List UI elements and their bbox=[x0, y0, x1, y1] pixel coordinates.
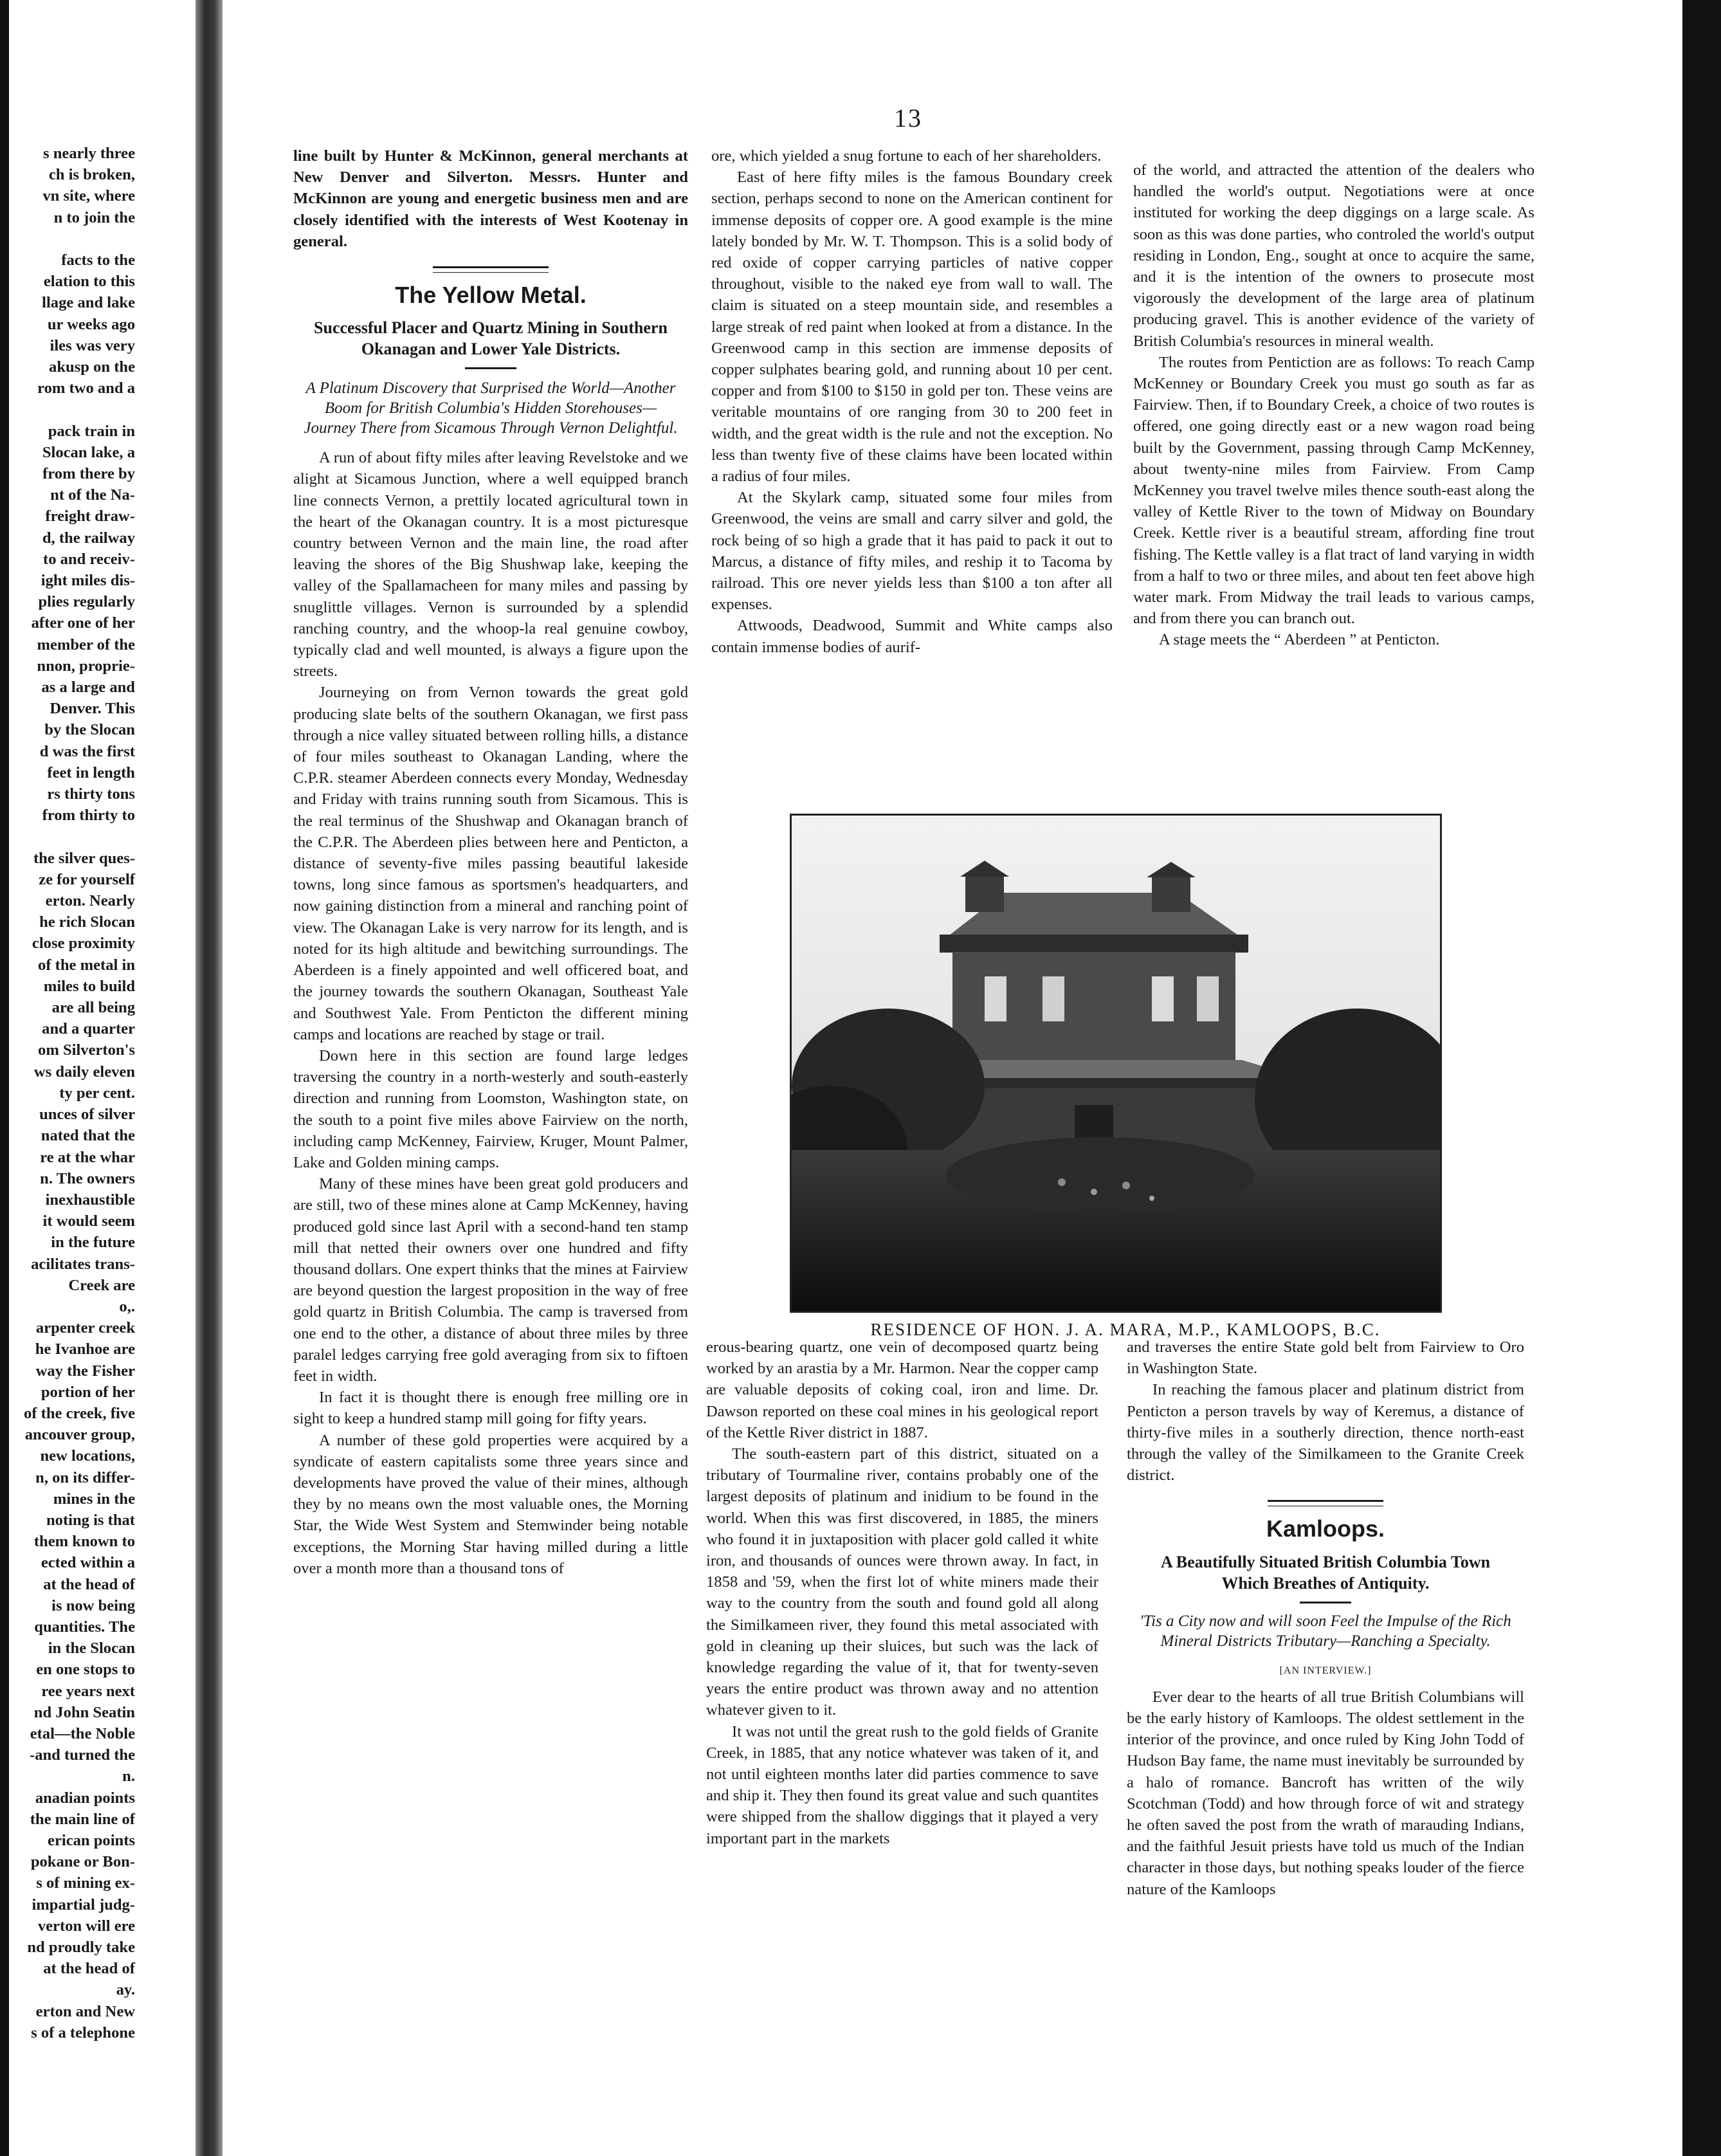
fragment-line: ch is broken, bbox=[48, 166, 135, 184]
headline-kamloops: Kamloops. bbox=[1266, 1515, 1385, 1542]
section-divider bbox=[1268, 1500, 1383, 1506]
fragment-line: he Ivanhoe are bbox=[35, 1340, 135, 1358]
fragment-line: the silver ques- bbox=[33, 849, 135, 867]
fragment-line: ur weeks ago bbox=[47, 315, 135, 333]
fragment-line: new locations, bbox=[40, 1447, 135, 1465]
page-gutter bbox=[196, 0, 223, 2156]
fragment-line: as a large and bbox=[41, 679, 135, 697]
fragment-line: quantities. The bbox=[34, 1618, 135, 1636]
paragraph: A stage meets the “ Aberdeen ” at Penticton. bbox=[1159, 631, 1440, 649]
fragment-line: of the creek, five bbox=[24, 1404, 135, 1422]
fragment-line: at the head of bbox=[43, 1575, 135, 1593]
fragment-line: by the Slocan bbox=[44, 721, 135, 739]
fragment-line: from there by bbox=[42, 465, 135, 483]
column-2-top bbox=[711, 145, 1113, 801]
interview-tag: [AN INTERVIEW.] bbox=[1279, 1665, 1372, 1676]
fragment-line: in the Slocan bbox=[48, 1640, 135, 1658]
fragment-line: vn site, where bbox=[42, 187, 135, 205]
fragment-line: re at the whar bbox=[40, 1148, 135, 1166]
fragment-line: are all being bbox=[51, 999, 135, 1017]
short-rule bbox=[1300, 1602, 1351, 1603]
fragment-line: n. The owners bbox=[40, 1169, 135, 1187]
fragment-line: rs thirty tons bbox=[47, 785, 135, 803]
fragment-line: Creek are bbox=[68, 1276, 135, 1294]
paragraph: Down here in this section are found large ledges traversing the country in a north-westerly and south-easterly direction and running from Loomston, Washington state, on the south to a point five miles above Fairview on the north, including camp McKenney, Fairview, Kruger, Mount Palmer, Lake and Golden mining camps. bbox=[293, 1046, 688, 1171]
subdeck-kamloops: 'Tis a City now and will soon Feel the Impulse of the Rich Mineral Districts Tributary—Ranching a Specialty. bbox=[1140, 1612, 1511, 1650]
fragment-line: -and turned the bbox=[30, 1746, 135, 1764]
fragment-line: anadian points bbox=[35, 1789, 135, 1807]
fragment-line: portion of her bbox=[41, 1383, 135, 1401]
fragment-line: d was the first bbox=[39, 742, 135, 760]
column-2-bottom bbox=[706, 1337, 1098, 2115]
fragment-line: ancouver group, bbox=[24, 1426, 135, 1444]
fragment-line: o,. bbox=[119, 1297, 135, 1315]
fragment-line bbox=[0, 228, 193, 250]
paragraph: ore, which yielded a snug fortune to each of her shareholders. bbox=[711, 147, 1102, 165]
fragment-line: erton and New bbox=[35, 2002, 135, 2020]
paragraph: A number of these gold properties were acquired by a syndicate of eastern capitalists some three years since and developments have proved the value of their mines, although they by no means own the most valuable ones, the Morning Star, the Wide West System and Stemwinder being notable exceptions, the Morning Star having milled during a little over a month more than a thousand tons of bbox=[293, 1431, 688, 1577]
paragraph: A run of about fifty miles after leaving Revelstoke and we alight at Sicamous Junction, where a well equipped branch line connects Vernon, a prettily located agricultural town in the heart of the Okanagan country. It is a most picturesque country between Vernon and the main line, the road after leaving the shores of the Big Shushwap lake, keeping the valley of the Spallamacheen for many miles and passing by snuglittle villages. Vernon is surrounded by a splendid ranching country, and the whoop-la real genuine cowboy, typically clad and well mounted, is always a figure upon the streets. bbox=[293, 449, 688, 681]
fragment-line: at the head of bbox=[43, 1960, 135, 1978]
fragment-line: nd proudly take bbox=[27, 1939, 135, 1957]
fragment-line: s of mining ex- bbox=[36, 1874, 135, 1892]
scan-border-right bbox=[1682, 0, 1721, 2156]
fragment-line: nt of the Na- bbox=[50, 486, 135, 504]
fragment-line: ree years next bbox=[41, 1682, 135, 1700]
fragment-line: ty per cent. bbox=[59, 1084, 135, 1102]
fragment-line: erican points bbox=[48, 1832, 135, 1849]
col1-intro: line built by Hunter & McKinnon, general merchants at New Denver and Silverton. Messrs. Hunter and McKinnon are young and energetic business men and are closely identified with the interests of West Kootenay in general. bbox=[293, 147, 688, 250]
fragment-line: facts to the bbox=[61, 251, 135, 269]
fragment-line: ze for yourself bbox=[39, 870, 135, 888]
section-divider bbox=[433, 266, 549, 273]
fragment-line: arpenter creek bbox=[35, 1319, 135, 1337]
fragment-line: Slocan lake, a bbox=[42, 443, 135, 461]
fragment-line: from thirty to bbox=[42, 807, 135, 825]
fragment-line: to and receiv- bbox=[43, 550, 135, 568]
fragment-line: rom two and a bbox=[37, 379, 135, 397]
fragment-line: llage and lake bbox=[42, 294, 135, 312]
deck-yellow-metal: Successful Placer and Quartz Mining in Southern Okanagan and Lower Yale Districts. bbox=[314, 318, 668, 359]
page-number: 13 bbox=[894, 104, 922, 132]
previous-page-fragment bbox=[0, 143, 193, 2043]
fragment-line: plies regularly bbox=[38, 593, 135, 611]
fragment-line: acilitates trans- bbox=[31, 1255, 135, 1273]
paragraph: The routes from Pentiction are as follows: To reach Camp McKenney or Boundary Creek you must go south as far as Fairview. Then, if to Boundary Creek, a choice of two routes is offered, one going directly east or a new wagon road being built by the Government, passing through Camp McKenney, about twenty-nine miles from Fairview. From Camp McKenney you travel twelve miles thence south-east along the valley of Kettle River to the town of Midway on Boundary Creek. Kettle river is a beautiful stream, affording fine trout fishing. The Kettle valley is a flat tract of land varying in width from a half to two or three miles, and about ten feet above high water mark. From Midway the trail leads to various camps, and from there you can branch out. bbox=[1133, 353, 1534, 628]
fragment-line: nated that the bbox=[41, 1127, 135, 1145]
fragment-line: Denver. This bbox=[50, 700, 135, 718]
fragment-line: them known to bbox=[33, 1533, 135, 1551]
fragment-line: member of the bbox=[37, 635, 135, 653]
fragment-line: miles to build bbox=[43, 977, 135, 995]
fragment-line: n to join the bbox=[53, 208, 135, 226]
fragment-line: it would seem bbox=[42, 1212, 135, 1230]
fragment-line: ight miles dis- bbox=[41, 572, 135, 590]
fragment-line: is now being bbox=[51, 1596, 135, 1614]
paragraph: of the world, and attracted the attention of the dealers who handled the world's output. Negotiations were at once instituted for working the deep diggings on a large scale. As soon as this was done parties, who controled the world's output residing in London, Eng., sought at once to acquire the same, and it is the intention of the owners to prosecute most vigorously the development of the large area of platinum producing gravel. This is another evidence of the variety of British Columbia's resources in mineral wealth. bbox=[1133, 161, 1534, 350]
paragraph: Ever dear to the hearts of all true British Columbians will be the early history of Kamloops. The oldest settlement in the interior of the province, and once ruled by King John Todd of Hudson Bay fame, the name must inevitably be surrounded by a halo of romance. Bancroft has written of the wily Scotchman (Todd) and how through force of wit and strategy he often saved the post from the wrath of marauding Indians, and the faithful Jesuit priests have told us much of the Indian character in those days, but nothing speaks louder of the fierce nature of the Kamloops bbox=[1127, 1688, 1524, 1898]
paragraph: Many of these mines have been great gold producers and are still, two of these mines alone at Camp McKenney, having produced gold since last April with a second-hand ten stamp mill that netted their owners over one hundred and fifty thousand dollars. One expert thinks that the mines at Fairview are beyond question the largest proposition in the way of free gold quartz in British Columbia. The camp is traversed from one end to the other, a distance of about three miles by three paralel ledges carrying free gold averaging from six to fiftoen feet in width. bbox=[293, 1175, 688, 1385]
paragraph: The south-eastern part of this district, situated on a tributary of Tourmaline river, contains probably one of the largest deposits of platinum and inidium to be found in the world. When this was first discovered, in 1885, the miners who found it in juxtaposition with placer gold called it white iron, and thousands of ounces were thrown away. In fact, in 1858 and '59, when the first lot of white miners made their way to the country from the south and found gold all along the Similkameen river, they found this metal associated with gold in cleaning up their sluices, but such was the lack of knowledge regarding the value of it, that for twenty-seven years the entire product was thrown away and no attention whatever given to it. bbox=[706, 1445, 1098, 1719]
short-rule bbox=[465, 367, 516, 369]
fragment-line: erton. Nearly bbox=[45, 892, 135, 910]
paragraph: Attwoods, Deadwood, Summit and White camps also contain immense bodies of aurif- bbox=[711, 617, 1113, 656]
fragment-line: impartial judg- bbox=[32, 1896, 135, 1914]
fragment-line: nnon, proprie- bbox=[37, 657, 135, 675]
fragment-line: n, on its differ- bbox=[35, 1468, 135, 1486]
fragment-line: and a quarter bbox=[42, 1020, 135, 1038]
deck-kamloops: A Beautifully Situated British Columbia Town Which Breathes of Antiquity. bbox=[1160, 1552, 1491, 1593]
paragraph: erous-bearing quartz, one vein of decomposed quartz being worked by an arastia by a Mr. Harmon. Near the copper camp are valuable deposits of coking coal, iron and lime. Dr. Dawson reported on these coal mines in his geological report of the Kettle River district in 1887. bbox=[706, 1338, 1098, 1441]
fragment-line: after one of her bbox=[31, 614, 135, 632]
fragment-line: ected within a bbox=[41, 1554, 135, 1572]
paragraph: and traverses the entire State gold belt from Fairview to Oro in Washington State. bbox=[1127, 1338, 1524, 1378]
residence-photograph bbox=[790, 814, 1442, 1313]
fragment-line: d, the railway bbox=[42, 529, 135, 547]
column-3-top bbox=[1133, 160, 1534, 809]
fragment-line: mines in the bbox=[53, 1490, 135, 1508]
fragment-line: en one stops to bbox=[36, 1661, 135, 1679]
column-3-bottom bbox=[1127, 1337, 1524, 2115]
fragment-line: pack train in bbox=[48, 422, 135, 440]
paragraph: At the Skylark camp, situated some four miles from Greenwood, the veins are small and carry silver and gold, the rock being of so high a grade that it has paid to pack it out to Marcus, a distance of fifty miles, and reship it to Tacoma by railroad. This ore never yields less than $100 a ton after all expenses. bbox=[711, 489, 1113, 614]
fragment-line: etal—the Noble bbox=[30, 1724, 135, 1742]
fragment-line: pokane or Bon- bbox=[30, 1853, 135, 1871]
paragraph: In reaching the famous placer and platinum district from Penticton a person travels by way of Keremus, a distance of thirty-five miles in a southerly direction, thence north-east through the valley of the Similkameen to the Granite Creek district. bbox=[1127, 1381, 1524, 1485]
paragraph: It was not until the great rush to the gold fields of Granite Creek, in 1885, that any notice whatever was taken of it, and not until eighteen months later did parties commence to save and ship it. They then found its great value and such quantites were shipped from the shallow diggings that it played a very important part in the markets bbox=[706, 1722, 1098, 1847]
fragment-line: nd John Seatin bbox=[33, 1703, 135, 1721]
paragraph: East of here fifty miles is the famous Boundary creek section, perhaps second to none on the American continent for immense deposits of copper ore. A good example is the mine lately bonded by Mr. W. T. Thompson. This is a solid body of red oxide of copper carrying particles of native copper throughout, visible to the naked eye from wall to wall. The claim is situated on a steep mountain side, and resembles a large streak of red paint when looked at from a distance. In the Greenwood camp in this section are immense deposits of copper sulphates bearing gold, and running about 10 per cent. copper and from $100 to $150 in gold per ton. These veins are veritable mountains of ore ranging from 30 to 200 feet in width, and the great width is the rule and not the exception. No less than twenty five of these claims have been located within a radius of four miles. bbox=[711, 169, 1113, 486]
fragment-line: unces of silver bbox=[39, 1106, 135, 1124]
column-1 bbox=[293, 145, 688, 2114]
fragment-line: om Silverton's bbox=[38, 1041, 135, 1059]
fragment-line: in the future bbox=[51, 1234, 135, 1252]
fragment-line: the main line of bbox=[30, 1810, 135, 1828]
fragment-line bbox=[0, 399, 193, 420]
fragment-line: he rich Slocan bbox=[39, 913, 135, 931]
fragment-line: feet in length bbox=[47, 763, 135, 781]
fragment-line: n. bbox=[122, 1768, 135, 1786]
fragment-line: noting is that bbox=[46, 1511, 135, 1529]
photo-caption: RESIDENCE OF HON. J. A. MARA, M.P., KAMLOOPS, B.C. bbox=[870, 1320, 1381, 1339]
paragraph: In fact it is thought there is enough free milling ore in sight to keep a hundred stamp mill going for fifty years. bbox=[293, 1389, 688, 1428]
fragment-line: of the metal in bbox=[38, 956, 135, 974]
fragment-line: ws daily eleven bbox=[33, 1063, 135, 1081]
fragment-line: s of a telephone bbox=[31, 2024, 135, 2042]
fragment-line: elation to this bbox=[43, 273, 135, 291]
headline-yellow-metal: The Yellow Metal. bbox=[395, 282, 587, 309]
fragment-line: verton will ere bbox=[37, 1917, 135, 1935]
fragment-line: inexhaustible bbox=[45, 1191, 135, 1209]
fragment-line: ay. bbox=[116, 1981, 135, 1999]
paragraph: Journeying on from Vernon towards the great gold producing slate belts of the southern Okanagan, we first pass through a nice valley situated between rolling hills, a distance of four miles southeast to Okanagan Landing, where the C.P.R. steamer Aberdeen connects every Monday, Wednesday and Friday with trains running south from Sicamous. This is the real terminus of the Shushwap and Okanagan branch of the C.P.R. The Aberdeen plies between here and Penticton, a distance of seventy-five miles passing beautiful lakeside towns, long since famous as sportsmen's headquarters, and now gaining distinction from a mineral and ranching point of view. The Okanagan Lake is very narrow for its length, and is noted for its high altitude and bewitching surroundings. The Aberdeen is a finely appointed and well officered boat, and the journey towards the southern Okanagan, Southeast Yale and Southwest Yale. From Penticton the different mining camps and locations are reached by stage or trail. bbox=[293, 684, 688, 1043]
fragment-line bbox=[0, 826, 193, 847]
fragment-line: iles was very bbox=[50, 336, 135, 354]
fragment-line: close proximity bbox=[32, 935, 135, 953]
fragment-line: freight draw- bbox=[45, 507, 135, 525]
fragment-line: s nearly three bbox=[43, 145, 135, 162]
fragment-line: akusp on the bbox=[49, 358, 135, 376]
subdeck-yellow-metal: A Platinum Discovery that Surprised the World—Another Boom for British Columbia's Hidden Storehouses—Journey There from Sicamous Through Vernon Delightful. bbox=[304, 379, 678, 437]
fragment-line: way the Fisher bbox=[35, 1362, 135, 1380]
